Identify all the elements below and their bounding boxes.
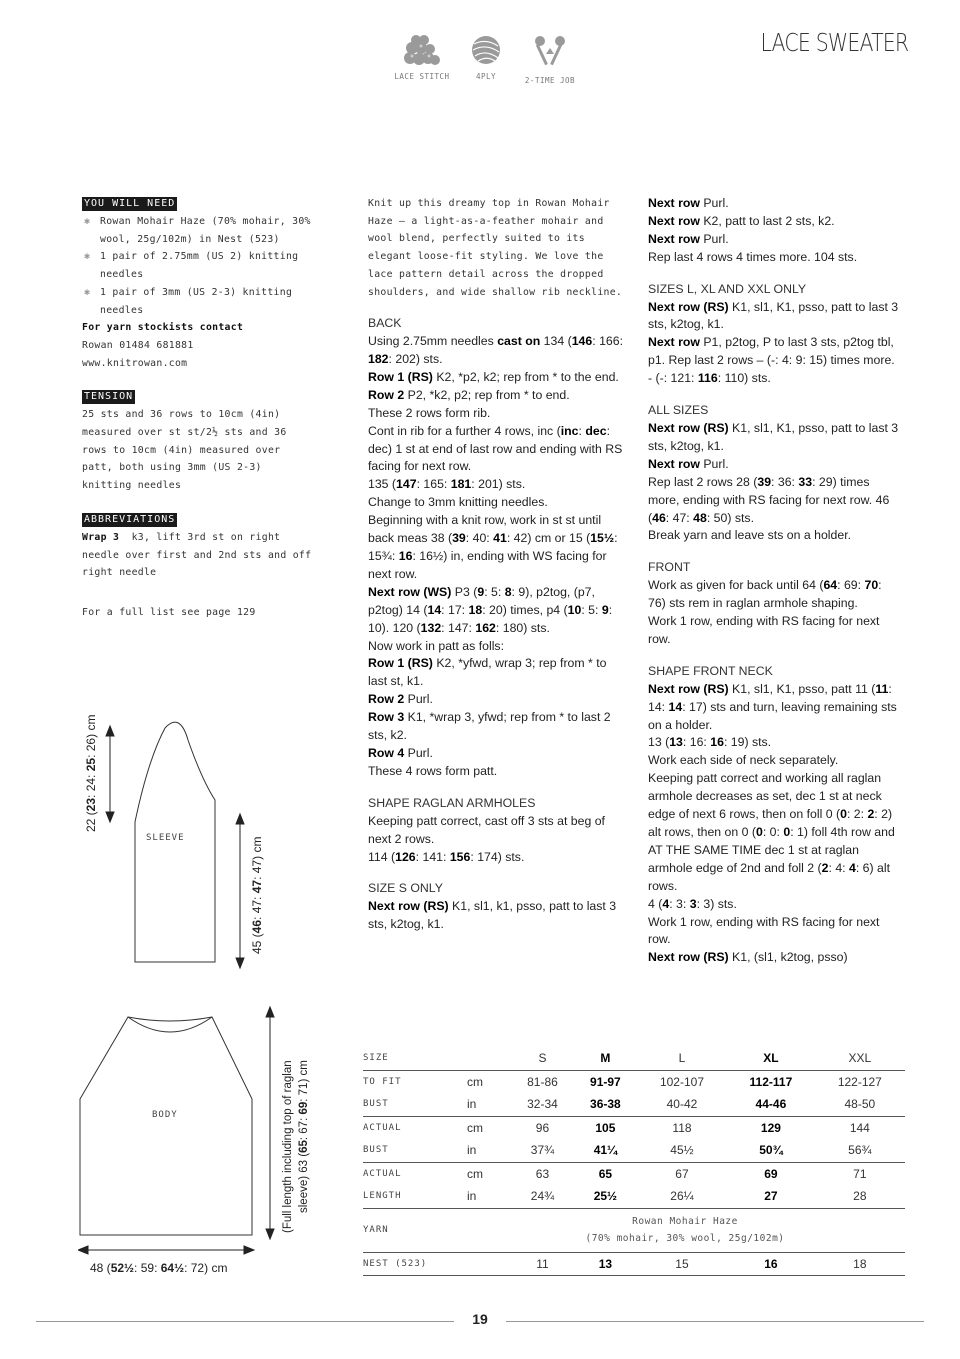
table-cell: 41¼: [593, 1143, 618, 1158]
table-cell: 122-127: [815, 1070, 905, 1093]
table-cell: [465, 1047, 511, 1070]
table-cell: 65: [574, 1162, 637, 1185]
front-para: [648, 577, 900, 613]
table-cell: 81-86: [511, 1070, 574, 1093]
text-run: 146: [571, 334, 593, 349]
text-run: P1, p2tog, P to last 3 sts, p2tog tbl, p1. Rep last 2 rows – (-: 4: 9: 15) times more. - (-: 121:: [648, 335, 895, 386]
text-run: : 20) times, p4 (: [482, 602, 568, 617]
front-neck-para: [648, 896, 900, 914]
text-run: : 17:: [441, 602, 469, 617]
text-run: 3: [689, 896, 697, 911]
sleeve-diagram: [80, 700, 290, 990]
text-run: Next row (RS): [648, 299, 729, 314]
size-s-para: [368, 898, 626, 934]
lace-stitch-badge: [392, 34, 452, 81]
text-run: : dec) 1 st at end of last row and ending with RS facing for next row.: [368, 423, 623, 474]
text-run: K1, sl1, K1, psso, patt to last 3 sts, k2tog, k1.: [648, 420, 899, 453]
text-run: : 201) sts.: [471, 477, 526, 492]
table-cell: ACTUAL: [363, 1116, 465, 1139]
table-row: [363, 1162, 905, 1185]
text-run: : 47:: [665, 510, 694, 525]
table-cell: SIZE: [363, 1053, 389, 1064]
text-run: 46: [652, 510, 666, 525]
back-para: These 2 rows form rib.: [368, 405, 491, 420]
text-run: 156: [449, 849, 471, 864]
body-length-part: 69: [298, 1101, 310, 1115]
text-run: : 40:: [465, 531, 494, 546]
yarn-ball-icon: [468, 34, 504, 66]
table-cell: M: [600, 1051, 611, 1066]
table-cell: BUST: [363, 1145, 389, 1156]
table-cell: L: [678, 1051, 686, 1066]
table-cell: 13: [574, 1252, 637, 1275]
text-run: : 14:: [648, 681, 892, 714]
sleeve-length-part: : 47) cm: [250, 836, 264, 880]
table-cell: YARN: [363, 1208, 465, 1252]
time-caption: 2-TIME JOB: [524, 76, 576, 85]
text-run: Work as given for back until 64 (: [648, 578, 824, 593]
all-sizes-para: [648, 456, 900, 474]
back-para: These 4 rows form patt.: [368, 763, 498, 778]
back-para: [368, 584, 626, 638]
all-sizes-para: [648, 474, 900, 528]
table-cell: 112-117: [727, 1070, 815, 1093]
size-s-para: Rep last 4 rows 4 times more. 104 sts.: [648, 249, 858, 264]
raglan-para: [368, 849, 626, 867]
size-s-para: [648, 231, 900, 249]
table-cell: 45½: [670, 1143, 694, 1158]
text-run: Row 2: [368, 387, 405, 402]
text-run: Next row (RS): [648, 681, 729, 696]
text-run: Purl.: [699, 231, 729, 246]
text-run: 134 (: [540, 334, 572, 349]
full-list-note: For a full list see page 129: [82, 606, 256, 618]
table-cell: cm: [465, 1162, 511, 1185]
table-cell: 28: [853, 1189, 867, 1204]
table-cell: S: [538, 1051, 547, 1066]
body-width-part: 64½: [160, 1261, 185, 1275]
sleeve-length-part: : 47:: [250, 893, 264, 920]
text-run: 0: [783, 825, 791, 839]
text-run: Purl.: [699, 196, 729, 210]
text-run: 13 (: [648, 735, 670, 750]
text-run: : 6) alt rows.: [648, 860, 891, 893]
size-s-heading: SIZE S ONLY: [368, 881, 443, 896]
text-run: : 76) sts rem in raglan armhole shaping.: [648, 578, 882, 611]
tension-text: 25 sts and 36 rows to 10cm (4in) measured over st st/2½ sts and 36 rows to 10cm (4in) measured over patt, both using 3mm (US 2-3) knitting needles: [82, 409, 287, 492]
sleeve-length-part: 45 (: [250, 933, 264, 954]
back-para: Now work in patt as folls:: [368, 638, 504, 653]
table-cell: ACTUAL: [363, 1162, 465, 1185]
back-para: [368, 387, 626, 405]
text-run: : 147:: [441, 620, 476, 635]
body-label: BODY: [152, 1110, 178, 1120]
text-run: Next row (RS): [368, 899, 449, 914]
text-run: 132: [420, 620, 442, 635]
text-run: 0: [756, 825, 763, 839]
sleeve-top-part: 23: [84, 797, 98, 812]
text-run: Rep last 2 rows 28 (: [648, 474, 758, 489]
table-row: [363, 1070, 905, 1093]
table-cell: in: [467, 1189, 477, 1204]
table-row: [363, 1139, 905, 1162]
front-heading: FRONT: [648, 560, 691, 575]
text-run: 8: [504, 584, 512, 599]
sleeve-top-part: 22 (: [84, 811, 98, 832]
body-width-part: : 72) cm: [184, 1261, 228, 1275]
intro-text: Knit up this dreamy top in Rowan Mohair Haze – a light-as-a-feather mohair and wool blend, perfectly suited to its elegant loose-fit styling. We love the lace pattern detail across the dropped shoulders, and wide shallow rib neckline.: [368, 198, 623, 298]
text-run: 126: [395, 849, 416, 864]
text-run: Purl.: [699, 456, 729, 471]
footer-divider-right: [506, 1321, 924, 1322]
all-sizes-para: [648, 420, 900, 456]
text-run: : 16:: [682, 735, 711, 750]
text-run: 10: [567, 602, 582, 617]
text-run: K1, (sl1, k2tog, psso): [728, 950, 848, 965]
text-run: 33: [798, 474, 813, 489]
text-run: 2: [867, 807, 875, 822]
text-run: 16: [398, 549, 413, 563]
table-row: [363, 1047, 905, 1070]
body-length-part: sleeve) 63 (: [298, 1152, 310, 1213]
left-column: [82, 193, 314, 622]
text-run: : 174) sts.: [470, 849, 525, 864]
yarn-composition: (70% mohair, 30% wool, 25g/102m): [585, 1233, 785, 1244]
text-run: : 50) sts.: [706, 510, 754, 525]
text-run: K2, *yfwd, wrap 3; rep from * to last st, k1.: [368, 656, 607, 689]
text-run: : 180) sts.: [495, 620, 550, 635]
text-run: Beginning with a knit row, work in st st until back meas 38 (: [368, 513, 602, 546]
text-run: : 3:: [669, 896, 690, 911]
body-diagram: [78, 1005, 328, 1285]
text-run: 11: [875, 681, 889, 696]
table-row: [363, 1252, 905, 1275]
back-para: Change to 3mm knitting needles.: [368, 495, 548, 510]
text-run: Next row: [648, 196, 700, 210]
table-cell: BUST: [363, 1099, 389, 1110]
stockists-phone: Rowan 01484 681881: [82, 339, 194, 351]
text-run: 39: [452, 531, 466, 546]
text-run: : 36:: [771, 474, 799, 489]
table-row: [363, 1208, 905, 1252]
text-run: K1, sl1, K1, psso, patt 11 (: [728, 681, 876, 696]
table-cell: 69: [727, 1162, 815, 1185]
body-width-part: 52½: [110, 1261, 135, 1275]
table-cell: 32-34: [527, 1097, 558, 1112]
table-cell: TO FIT: [363, 1070, 465, 1093]
text-run: 181: [450, 477, 472, 492]
table-row: [363, 1093, 905, 1116]
table-cell: 18: [815, 1252, 905, 1275]
table-cell: 102-107: [637, 1070, 727, 1093]
middle-column: [368, 195, 626, 934]
stockists-label: For yarn stockists contact: [82, 322, 244, 334]
sleeve-top-part: : 26) cm: [84, 714, 98, 758]
text-run: Row 4: [368, 745, 405, 760]
text-run: :: [578, 423, 586, 438]
text-run: 4: [662, 896, 670, 911]
front-neck-para: Work 1 row, ending with RS facing for next row.: [648, 914, 880, 947]
text-run: : 141:: [415, 849, 450, 864]
text-run: Next row: [648, 231, 700, 246]
yarn-weight-badge: [456, 34, 516, 81]
table-cell: 37¾: [530, 1143, 555, 1158]
text-run: Purl.: [404, 745, 433, 760]
table-cell: 15: [637, 1252, 727, 1275]
footer-divider-left: [36, 1321, 454, 1322]
table-cell: cm: [465, 1116, 511, 1139]
table-cell: in: [467, 1143, 477, 1158]
text-run: : 15¾:: [368, 531, 618, 563]
text-run: : 166:: [592, 334, 624, 349]
table-cell: XL: [763, 1051, 779, 1066]
text-run: 64: [823, 578, 838, 593]
text-run: 135 (: [368, 477, 397, 492]
text-run: : 29) times more, ending with RS facing for next row. 46 (: [648, 474, 890, 525]
table-cell: 96: [511, 1116, 574, 1139]
text-run: 116: [697, 371, 718, 386]
table-row: [363, 1185, 905, 1208]
abbreviation-definition: k3, lift 3rd st on right needle over first and 2nd sts and off right needle: [82, 531, 312, 579]
back-heading: BACK: [368, 316, 402, 331]
table-cell: 36-38: [590, 1097, 621, 1112]
table-cell: 48-50: [844, 1097, 876, 1112]
text-run: Row 1 (RS): [368, 656, 433, 671]
sleeve-top-part: 25: [84, 757, 98, 772]
lace-stitch-icon: [402, 34, 442, 66]
text-run: K1, *wrap 3, yfwd; rep from * to last 2 sts, k2.: [368, 710, 611, 743]
text-run: K2, patt to last 2 sts, k2.: [699, 213, 835, 228]
back-para: [368, 655, 626, 691]
time-icon: [532, 34, 568, 70]
text-run: cast on: [497, 334, 541, 349]
stockists-web: www.knitrowan.com: [82, 357, 188, 369]
body-width-part: 48 (: [90, 1261, 111, 1275]
tension-heading: TENSION: [84, 391, 134, 403]
sizes-l-para: [648, 334, 900, 388]
size-s-para: [648, 213, 900, 231]
text-run: Next row: [648, 456, 700, 471]
table-cell: 16: [727, 1252, 815, 1275]
text-run: Row 3: [368, 710, 405, 725]
text-run: 4 (: [648, 896, 663, 911]
text-run: 114 (: [368, 849, 396, 864]
body-length-part: : 71) cm: [298, 1060, 310, 1102]
abbreviation-term: Wrap 3: [82, 531, 120, 543]
text-run: Purl.: [404, 692, 433, 707]
text-run: Cont in rib for a further 4 rows, inc (: [368, 423, 561, 438]
front-neck-heading: SHAPE FRONT NECK: [648, 663, 773, 678]
back-para: [368, 709, 626, 745]
table-cell: 44-46: [755, 1097, 787, 1112]
text-run: : 69:: [837, 578, 865, 593]
text-run: dec: [585, 423, 607, 438]
text-run: P3 (: [451, 584, 478, 599]
text-run: 162: [475, 620, 496, 635]
text-run: Using 2.75mm needles: [368, 334, 498, 349]
table-cell: 67: [637, 1162, 727, 1185]
table-cell: 105: [574, 1116, 637, 1139]
text-run: : 1) foll 4th row and AT THE SAME TIME dec 1 st at raglan armhole edge of 2nd and foll 2 (: [648, 825, 895, 875]
text-run: 15½: [590, 531, 615, 546]
text-run: Keeping patt correct and working all raglan armhole decreases as set, dec 1 st at neck edge of next 6 rows, then on foll 0 (: [648, 771, 882, 822]
sizes-l-heading: SIZES L, XL AND XXL ONLY: [648, 281, 807, 296]
text-run: Next row (WS): [368, 584, 452, 599]
text-run: 14: [427, 602, 442, 617]
front-neck-para: [648, 681, 900, 735]
table-cell: XXL: [848, 1051, 872, 1066]
body-length-part: 65: [298, 1140, 310, 1153]
text-run: Next row (RS): [648, 420, 729, 435]
table-cell: 63: [511, 1162, 574, 1185]
sleeve-length-part: 47: [250, 879, 264, 894]
text-run: : 2) alt rows, then on 0 (: [648, 807, 893, 839]
raglan-heading: SHAPE RAGLAN ARMHOLES: [368, 795, 536, 810]
table-cell: 91-97: [574, 1070, 637, 1093]
abbreviations-heading: ABBREVIATIONS: [84, 513, 176, 525]
front-neck-para: [648, 949, 900, 967]
text-run: Row 1 (RS): [368, 369, 433, 384]
sleeve-top-part: : 24:: [84, 771, 98, 798]
abbreviation-entry: [82, 529, 314, 582]
text-run: 9: [601, 602, 609, 617]
table-row: [363, 1116, 905, 1139]
text-run: Next row: [648, 335, 700, 350]
back-para: [368, 369, 626, 387]
table-cell: LENGTH: [363, 1191, 402, 1202]
text-run: K1, sl1, k1, psso, patt to last 3 sts, k2tog, k1.: [368, 899, 617, 932]
text-run: : 16½) in, ending with WS facing for next row.: [368, 549, 607, 581]
text-run: 70: [864, 578, 879, 593]
text-run: : 5:: [581, 602, 602, 617]
you-will-need-heading: YOU WILL NEED: [84, 198, 176, 209]
table-cell: cm: [465, 1070, 511, 1093]
sleeve-length-measure: [250, 837, 264, 954]
body-length-measure-1: (Full length including top of raglan: [282, 1060, 294, 1233]
text-run: Next row: [648, 213, 700, 228]
raglan-para: Keeping patt correct, cast off 3 sts at beg of next 2 rows.: [368, 813, 605, 846]
table-cell: NEST (523): [363, 1252, 511, 1275]
table-cell: 26¼: [670, 1189, 694, 1204]
page-number: 19: [472, 1311, 488, 1327]
text-run: Next row (RS): [648, 950, 729, 965]
table-cell: 40-42: [666, 1097, 698, 1112]
text-run: Row 2: [368, 692, 405, 707]
text-run: 18: [468, 602, 483, 617]
yarn-description: [465, 1208, 905, 1252]
text-run: 39: [757, 474, 772, 489]
text-run: : 165:: [416, 477, 451, 492]
time-badge: [520, 34, 580, 85]
text-run: : 202) sts.: [388, 352, 443, 367]
text-run: 0: [840, 807, 847, 822]
yarn-name: Rowan Mohair Haze: [632, 1216, 738, 1227]
materials-item: ✱ Rowan Mohair Haze (70% mohair, 30% wool, 25g/102m) in Nest (523): [82, 213, 314, 248]
back-para: [368, 333, 626, 369]
front-neck-para: [648, 734, 900, 752]
table-cell: 129: [727, 1116, 815, 1139]
text-run: 2: [821, 860, 829, 875]
table-cell: 27: [764, 1189, 778, 1204]
body-outline: [80, 1017, 252, 1235]
table-cell: 25½: [593, 1189, 618, 1204]
text-run: : 9), p2tog, (p7, p2tog) 14 (: [368, 584, 595, 617]
sleeve-top-measure: [84, 715, 98, 832]
header-icons: [392, 34, 582, 104]
front-neck-para: Work each side of neck separately.: [648, 753, 839, 768]
sizes-l-para: [648, 299, 900, 335]
sleeve-length-part: 46: [250, 919, 264, 934]
text-run: : 5:: [484, 584, 505, 599]
table-cell: 71: [815, 1162, 905, 1185]
size-s-para: [648, 195, 900, 213]
all-sizes-para: Break yarn and leave sts on a holder.: [648, 528, 852, 543]
text-run: 16: [710, 735, 724, 750]
materials-item: ✱ 1 pair of 2.75mm (US 2) knitting needles: [82, 248, 314, 283]
back-para: [368, 745, 626, 763]
text-run: : 3) sts.: [696, 896, 737, 911]
text-run: 13: [669, 735, 683, 750]
body-width-part: : 59:: [134, 1261, 161, 1275]
back-para: [368, 512, 626, 584]
table-cell: in: [467, 1097, 477, 1112]
back-para: [368, 423, 626, 477]
body-length-part: : 67:: [298, 1114, 310, 1141]
text-run: K2, *p2, k2; rep from * to the end.: [432, 369, 619, 384]
text-run: 9: [477, 584, 485, 599]
text-run: 41: [493, 531, 507, 546]
text-run: inc: [560, 423, 579, 438]
back-para: [368, 691, 626, 709]
page-title: LACE SWEATER: [760, 28, 908, 57]
text-run: : 4:: [828, 860, 849, 875]
table-cell: 24¾: [530, 1189, 555, 1204]
text-run: : 17) sts and turn, leaving remaining sts on a holder.: [648, 699, 897, 732]
text-run: : 2:: [846, 807, 868, 822]
text-run: : 19) sts.: [723, 735, 772, 750]
front-neck-para: [648, 770, 900, 895]
table-cell: 144: [815, 1116, 905, 1139]
text-run: 147: [396, 477, 417, 492]
text-run: 182: [368, 352, 389, 367]
text-run: : 10). 120 (: [368, 602, 613, 635]
materials-item: ✱ 1 pair of 3mm (US 2-3) knitting needles: [82, 284, 314, 319]
front-para: Work 1 row, ending with RS facing for next row.: [648, 614, 880, 646]
text-run: : 110) sts.: [717, 371, 771, 386]
text-run: 48: [693, 510, 707, 525]
text-run: P2, *k2, p2; rep from * to end.: [404, 387, 570, 402]
lace-stitch-caption: LACE STITCH: [394, 72, 450, 81]
body-length-measure-2: [298, 1060, 310, 1213]
back-para: [368, 476, 626, 494]
text-run: : 0:: [762, 825, 784, 839]
sleeve-label: SLEEVE: [146, 833, 185, 843]
table-cell: 50¾: [759, 1143, 783, 1158]
table-cell: 56¾: [848, 1143, 872, 1158]
right-column: [648, 195, 900, 967]
text-run: K1, sl1, K1, psso, patt to last 3 sts, k2tog, k1.: [648, 299, 899, 332]
yarn-weight-caption: 4PLY: [475, 72, 497, 81]
size-table: [363, 1047, 905, 1276]
text-run: 14: [668, 699, 683, 714]
body-width-measure: [90, 1261, 227, 1275]
text-run: : 42) cm or 15 (: [506, 531, 591, 546]
all-sizes-heading: ALL SIZES: [648, 403, 709, 418]
table-cell: 11: [511, 1252, 574, 1275]
table-cell: 118: [637, 1116, 727, 1139]
text-run: 4: [849, 860, 856, 875]
